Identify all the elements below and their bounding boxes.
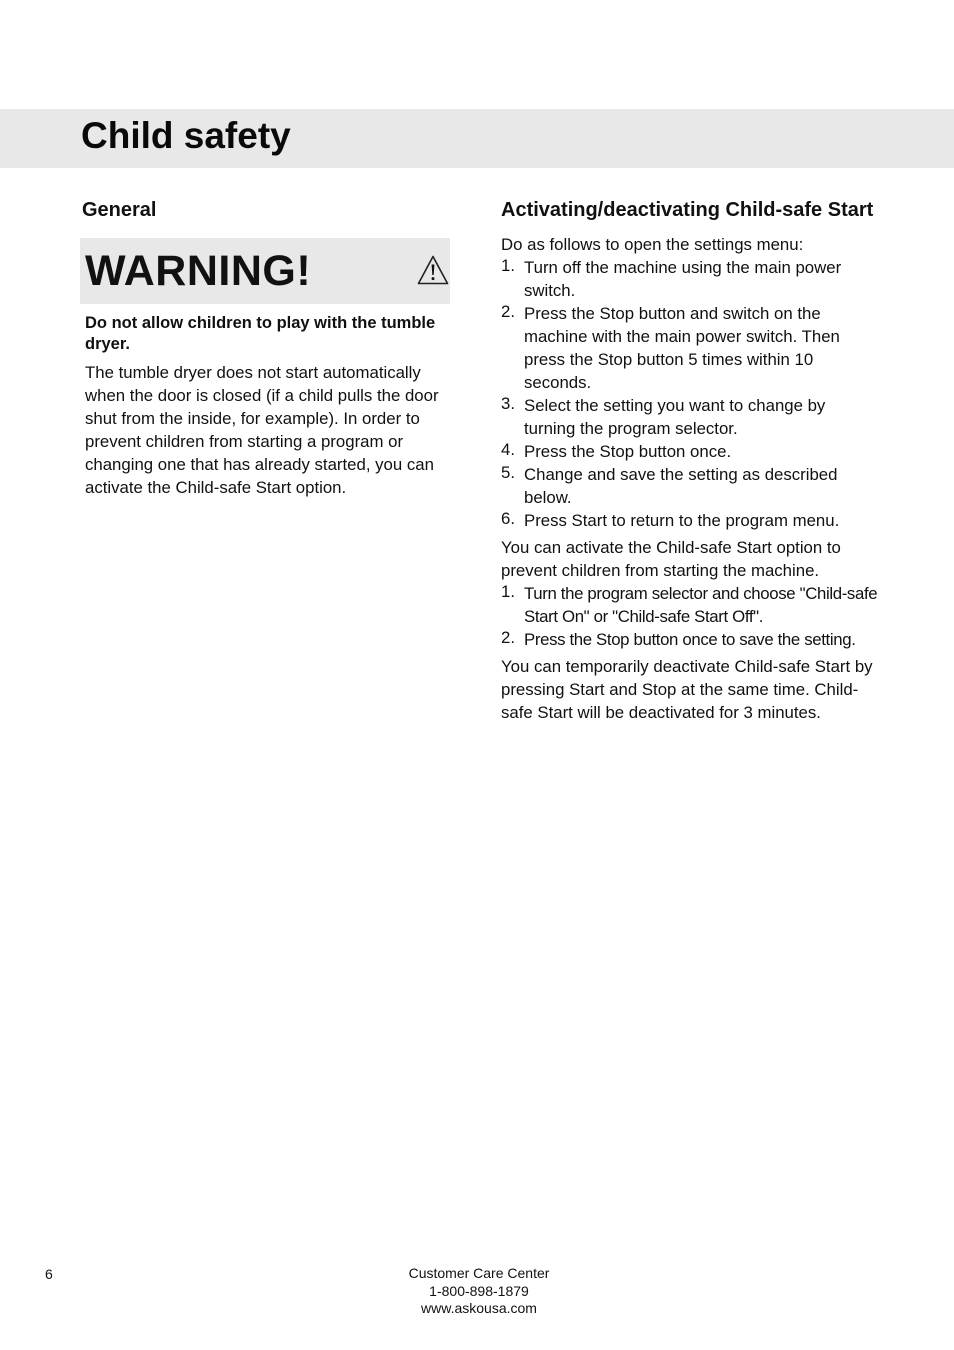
right-column: [501, 197, 881, 724]
footer-phone: 1-800-898-1879: [429, 1282, 529, 1299]
footer-website: www.askousa.com: [421, 1300, 537, 1316]
warning-triangle-icon: [416, 254, 450, 286]
section-heading-general: General: [82, 199, 157, 221]
step-text: Turn off the machine using the main power switch.: [524, 258, 842, 300]
warning-label: WARNING!: [85, 247, 312, 295]
step-text: Turn the program selector and choose "Child-safe Start On" or "Child-safe Start Off".: [524, 584, 878, 626]
settings-intro: Do as follows to open the settings menu:: [501, 235, 804, 254]
step-number: 6.: [501, 509, 515, 528]
step-number: 2.: [501, 628, 515, 647]
list-item: [501, 256, 881, 302]
footer: [329, 1265, 629, 1318]
footer-care-center: Customer Care Center: [408, 1265, 550, 1281]
step-text: Press Start to return to the program menu.: [524, 511, 840, 530]
deactivate-paragraph: You can temporarily deactivate Child-safe Start by pressing Start and Stop at the same time. Child-safe Start will be deactivated for 3 minutes.: [501, 657, 873, 722]
warning-statement: Do not allow children to play with the tumble dryer.: [85, 314, 436, 353]
step-number: 5.: [501, 463, 515, 482]
step-text: Select the setting you want to change by turning the program selector.: [524, 396, 826, 438]
page-number: 6: [45, 1266, 53, 1282]
activate-paragraph: You can activate the Child-safe Start option to prevent children from starting the machine.: [501, 538, 841, 580]
step-number: 1.: [501, 256, 515, 275]
list-item: [501, 440, 881, 463]
activate-steps-list: [501, 582, 881, 651]
step-number: 3.: [501, 394, 515, 413]
list-item: [501, 582, 881, 628]
warning-box: [80, 238, 450, 304]
list-item: [501, 394, 881, 440]
list-item: [501, 509, 881, 532]
step-number: 1.: [501, 582, 515, 601]
section-heading-child-safe-start: Activating/deactivating Child-safe Start: [501, 199, 874, 221]
step-number: 2.: [501, 302, 515, 321]
general-paragraph: The tumble dryer does not start automatically when the door is closed (if a child pulls the door shut from the inside, for example). In order to prevent children from starting a program or changing one that has already started, you can activate the Child-safe Start option.: [85, 363, 439, 497]
list-item: [501, 463, 881, 509]
step-text: Change and save the setting as described below.: [524, 465, 838, 507]
list-item: [501, 628, 881, 651]
list-item: [501, 302, 881, 394]
step-text: Press the Stop button once.: [524, 442, 732, 461]
settings-steps-list: [501, 256, 881, 532]
step-number: 4.: [501, 440, 515, 459]
step-text: Press the Stop button once to save the setting.: [524, 630, 856, 649]
page-title: Child safety: [81, 115, 291, 156]
left-column: [82, 197, 452, 499]
step-text: Press the Stop button and switch on the machine with the main power switch. Then press the Stop button 5 times within 10 seconds.: [524, 304, 840, 392]
